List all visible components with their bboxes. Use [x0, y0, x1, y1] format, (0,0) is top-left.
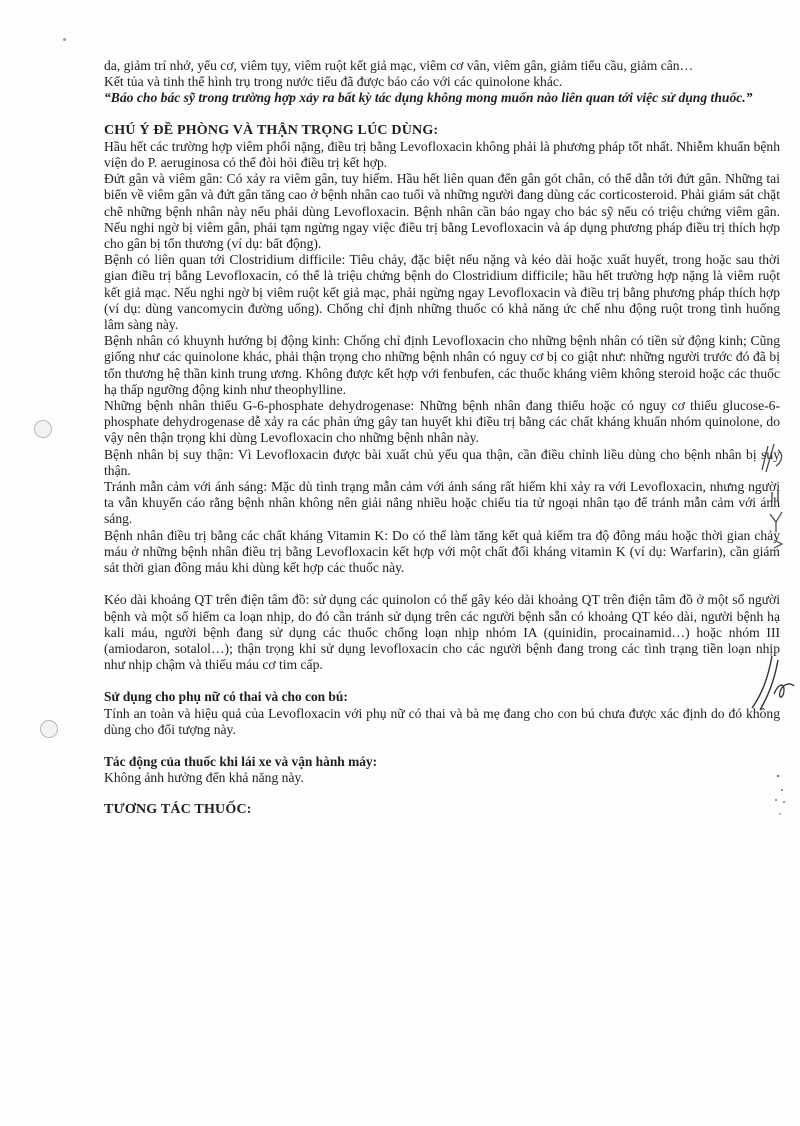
- precaution-paragraph-renal: Bệnh nhân bị suy thận: Vì Levofloxacin được bài xuất chủ yếu qua thận, cần điều chỉnh liều dùng cho bệnh nhân bị suy thận.: [104, 446, 780, 478]
- margin-scan-specks: [768, 770, 792, 820]
- signature-mark: [748, 648, 796, 718]
- precaution-paragraph-epilepsy: Bệnh nhân có khuynh hướng bị động kinh: Chống chỉ định Levofloxacin cho những bệnh nhân có tiền sử động kinh; Cũng giống như các quinolone khác, phải thận trọng cho những bệnh nhân có nguy cơ bị co giật như: những người trước đó đã bị tổn thương hệ thần kinh trung ương. Không được kết hợp với fenbufen, các thuốc kháng viêm không steroid hoặc các thuốc hạ thấp ngưỡng động kinh như theophylline.: [104, 333, 780, 397]
- intro-paragraph-1: da, giảm trí nhớ, yếu cơ, viêm tụy, viêm ruột kết giả mạc, viêm cơ vân, viêm gân, giảm tiểu cầu, giảm cân…: [104, 58, 694, 73]
- interactions-heading: TƯƠNG TÁC THUỐC:: [104, 802, 252, 818]
- intro-paragraph-2: Kết tủa và tinh thể hình trụ trong nước tiểu đã được báo cáo với các quinolone khác.: [104, 74, 563, 90]
- precaution-paragraph-vitamin-k: Bệnh nhân điều trị bằng các chất kháng Vitamin K: Do có thể làm tăng kết quả kiểm tra độ đông máu hoặc thời gian chảy máu ở những bệnh nhân điều trị bằng Levofloxacin kết hợp với một chất đối kháng vitamin K (ví dụ: Warfarin), cần giám sát thời gian đông máu khi dùng kết hợp các thuốc này.: [104, 527, 780, 576]
- precaution-paragraph-clostridium: Bệnh có liên quan tới Clostridium difficile: Tiêu chảy, đặc biệt nếu nặng và kéo dài hoặc xuất huyết, trong hoặc sau thời gian điều trị bằng Levofloxacin, có thể là triệu chứng bệnh do Clostridium difficile; hầu hết trường hợp nặng là viêm ruột kết giả mạc. Nếu nghi ngờ bị viêm ruột kết giả mạc, phải ngừng ngay Levofloxacin và điều trị bằng phương pháp thích hợp (ví dụ: dùng vancomycin đường uống). Chống chỉ định những thuốc có khả năng ức chế nhu động ruột trong tình huống lâm sàng này.: [104, 252, 780, 333]
- pregnancy-heading: Sử dụng cho phụ nữ có thai và cho con bú:: [104, 689, 348, 705]
- qt-prolongation-paragraph: Kéo dài khoảng QT trên điện tâm đồ: sử dụng các quinolon có thể gây kéo dài khoảng QT trên điện tâm đồ ở một số người bệnh và một số hiếm ca loạn nhịp, do đó cần tránh sử dụng trên các người bệnh sẵn có khoảng QT kéo dài, người bệnh hạ kali máu, người bệnh đang sử dụng các thuốc chống loạn nhịp nhóm IA (quinidin, procainamid…) hoặc nhóm III (amiodaron, sotalol…); thận trọng khi sử dụng levofloxacin cho các người bệnh đang trong các tình trạng tiền loạn nhịp như nhịp chậm và thiếu máu cơ tim cấp.: [104, 592, 780, 673]
- margin-handwritten-marks: [752, 440, 796, 560]
- warning-notice: “Báo cho bác sỹ trong trường hợp xảy ra bất kỳ tác dụng không mong muốn nào liên quan tới việc sử dụng thuốc.”: [104, 90, 753, 106]
- precaution-paragraph-g6pd: Những bệnh nhân thiếu G-6-phosphate dehydrogenase: Những bệnh nhân đang thiếu hoặc có nguy cơ thiếu glucose-6-phosphate dehydrogenase dễ xảy ra các phản ứng gây tan huyết khi điều trị bằng các chất kháng khuẩn nhóm quinolone, do vậy nên thận trọng khi dùng Levofloxacin cho những bệnh nhân này.: [104, 398, 780, 446]
- punch-hole-lower: [40, 720, 58, 738]
- pregnancy-text: Tính an toàn và hiệu quả của Levofloxacin với phụ nữ có thai và bà mẹ đang cho con bú chưa được xác định do đó không dùng cho đối tượng này.: [104, 705, 780, 737]
- precaution-paragraph-tendon: Đứt gân và viêm gân: Có xảy ra viêm gân, tuy hiếm. Hầu hết liên quan đến gân gót chân, có thể dẫn tới đứt gân. Những tai biến về viêm gân và đứt gân tăng cao ở bệnh nhân cao tuổi và những người đang dùng các corticosteroid. Phải giám sát chặt chẽ những bệnh nhân này nếu phải dùng Levofloxacin. Bệnh nhân cần báo ngay cho bác sỹ nếu có triệu chứng viêm gân. Nếu nghi ngờ bị viêm gân, phải tạm ngừng ngay việc điều trị bằng Levofloxacin và áp dụng phương pháp điều trị thích hợp cho gân bị tổn thương (ví dụ: bất động).: [104, 171, 780, 252]
- punch-hole-upper: [34, 420, 52, 438]
- precautions-heading: CHÚ Ý ĐỀ PHÒNG VÀ THẬN TRỌNG LÚC DÙNG:: [104, 122, 439, 138]
- driving-text: Không ảnh hưởng đến khả năng này.: [104, 770, 304, 786]
- scan-speck: [63, 38, 66, 41]
- driving-heading: Tác động của thuốc khi lái xe và vận hành máy:: [104, 753, 378, 769]
- precaution-paragraph-photosensitivity: Tránh mẫn cảm với ánh sáng: Mặc dù tình trạng mẫn cảm với ánh sáng rất hiếm khi xảy ra với Levofloxacin, nhưng người ta vẫn khuyến cáo rằng bệnh nhân không nên giải nắng nhiều hoặc chiếu tia tử ngoại nhân tạo để tránh mẫn cảm với ánh sáng.: [104, 479, 780, 527]
- document-body: [104, 58, 780, 819]
- precaution-paragraph-pneumonia: Hầu hết các trường hợp viêm phổi nặng, điều trị bằng Levofloxacin không phải là phương pháp tốt nhất. Nhiễm khuẩn bệnh viện do P. aeruginosa có thể đòi hỏi điều trị kết hợp.: [104, 138, 780, 171]
